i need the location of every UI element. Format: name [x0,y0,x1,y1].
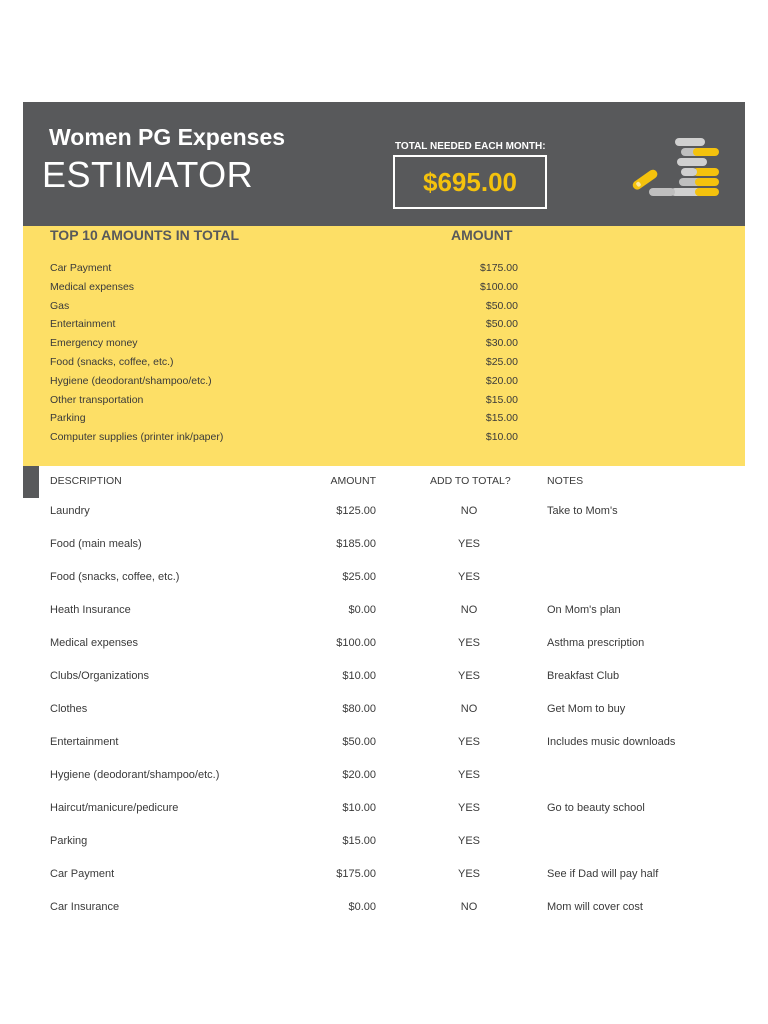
cell-amount: $185.00 [336,538,376,550]
cell-description: Parking [50,835,88,847]
cell-description: Hygiene (deodorant/shampoo/etc.) [50,769,220,781]
cell-description: Medical expenses [50,637,139,649]
cell-notes: Get Mom to buy [547,703,626,715]
column-header-add: ADD TO TOTAL? [430,475,511,487]
item-amount: $15.00 [485,393,518,406]
list-item [50,262,518,281]
list-item [50,412,518,431]
table-row [0,859,768,892]
item-amount: $20.00 [485,374,518,387]
item-amount: $50.00 [485,299,518,312]
coins-stack-icon [629,134,719,200]
top10-list [50,262,518,450]
item-label: Entertainment [50,318,116,331]
list-item [50,318,518,337]
cell-add: YES [457,736,480,748]
list-item [50,431,518,450]
cell-description: Entertainment [50,736,119,748]
top10-band [23,226,745,466]
cell-description: Car Insurance [50,901,120,913]
item-label: Hygiene (deodorant/shampoo/etc.) [50,374,212,387]
table-row [0,661,768,694]
total-box [393,155,547,209]
table-row [0,595,768,628]
cell-description: Clothes [50,703,88,715]
cell-amount: $0.00 [348,604,376,616]
cell-add: NO [460,604,478,616]
total-value: $695.00 [423,166,517,197]
table-row [0,793,768,826]
list-item [50,281,518,300]
page-subtitle: Women PG Expenses [49,124,286,150]
cell-amount: $10.00 [342,670,376,682]
cell-notes: See if Dad will pay half [547,868,659,880]
cell-amount: $80.00 [342,703,376,715]
table-row [0,529,768,562]
item-label: Parking [50,412,86,425]
item-amount: $30.00 [485,337,518,350]
item-amount: $175.00 [480,262,518,274]
expense-table [0,466,768,925]
cell-add: YES [457,670,480,682]
cell-add: YES [457,868,480,880]
table-row [0,562,768,595]
item-amount: $25.00 [485,355,518,368]
list-item [50,375,518,394]
item-amount: $10.00 [485,431,518,444]
cell-description: Haircut/manicure/pedicure [50,802,179,814]
list-item [50,356,518,375]
cell-amount: $50.00 [342,736,376,748]
cell-description: Laundry [50,505,90,517]
table-row [0,496,768,529]
cell-add: YES [457,802,480,814]
item-amount: $100.00 [480,280,518,293]
cell-add: YES [457,538,480,550]
cell-add: YES [457,637,480,649]
table-row [0,892,768,925]
column-header-description: DESCRIPTION [50,475,122,487]
cell-amount: $125.00 [336,505,376,517]
cell-amount: $10.00 [342,802,376,814]
cell-description: Food (main meals) [50,538,142,550]
cell-amount: $175.00 [336,868,376,880]
cell-notes: Breakfast Club [547,670,620,682]
cell-add: YES [457,571,480,583]
cell-add: YES [457,769,480,781]
cell-description: Food (snacks, coffee, etc.) [50,571,180,583]
item-label: Car Payment [50,262,112,274]
column-header-notes: NOTES [547,475,584,487]
table-row [0,727,768,760]
cell-amount: $100.00 [336,637,376,649]
column-header-amount: AMOUNT [330,475,376,487]
cell-notes: Go to beauty school [547,802,645,814]
cell-amount: $15.00 [342,835,376,847]
cell-notes: Mom will cover cost [547,901,643,913]
cell-add: YES [457,835,480,847]
item-label: Food (snacks, coffee, etc.) [50,355,174,368]
table-row [0,628,768,661]
item-label: Other transportation [50,393,144,406]
cell-description: Clubs/Organizations [50,670,150,682]
cell-amount: $20.00 [342,769,376,781]
cell-notes: Includes music downloads [547,736,676,748]
table-row [0,826,768,859]
item-amount: $50.00 [485,318,518,331]
top10-amount-heading: AMOUNT [451,227,513,243]
header-band [23,102,745,226]
item-label: Computer supplies (printer ink/paper) [50,431,224,444]
table-header-row [0,466,768,496]
table-row [0,760,768,793]
top10-heading: TOP 10 AMOUNTS IN TOTAL [50,227,240,243]
cell-add: NO [460,703,478,715]
list-item [50,394,518,413]
cell-add: NO [460,505,478,517]
cell-notes: Take to Mom's [547,505,618,517]
cell-add: NO [460,901,478,913]
item-label: Medical expenses [50,280,135,293]
list-item [50,300,518,319]
table-row [0,694,768,727]
cell-amount: $25.00 [342,571,376,583]
cell-description: Heath Insurance [50,604,131,616]
list-item [50,337,518,356]
cell-notes: On Mom's plan [547,604,621,616]
item-amount: $15.00 [485,412,518,425]
cell-notes: Asthma prescription [547,637,645,649]
page-title: ESTIMATOR [42,154,254,195]
total-label: TOTAL NEEDED EACH MONTH: [395,141,546,152]
item-label: Gas [50,299,70,312]
item-label: Emergency money [50,337,138,350]
cell-amount: $0.00 [348,901,376,913]
cell-description: Car Payment [50,868,115,880]
